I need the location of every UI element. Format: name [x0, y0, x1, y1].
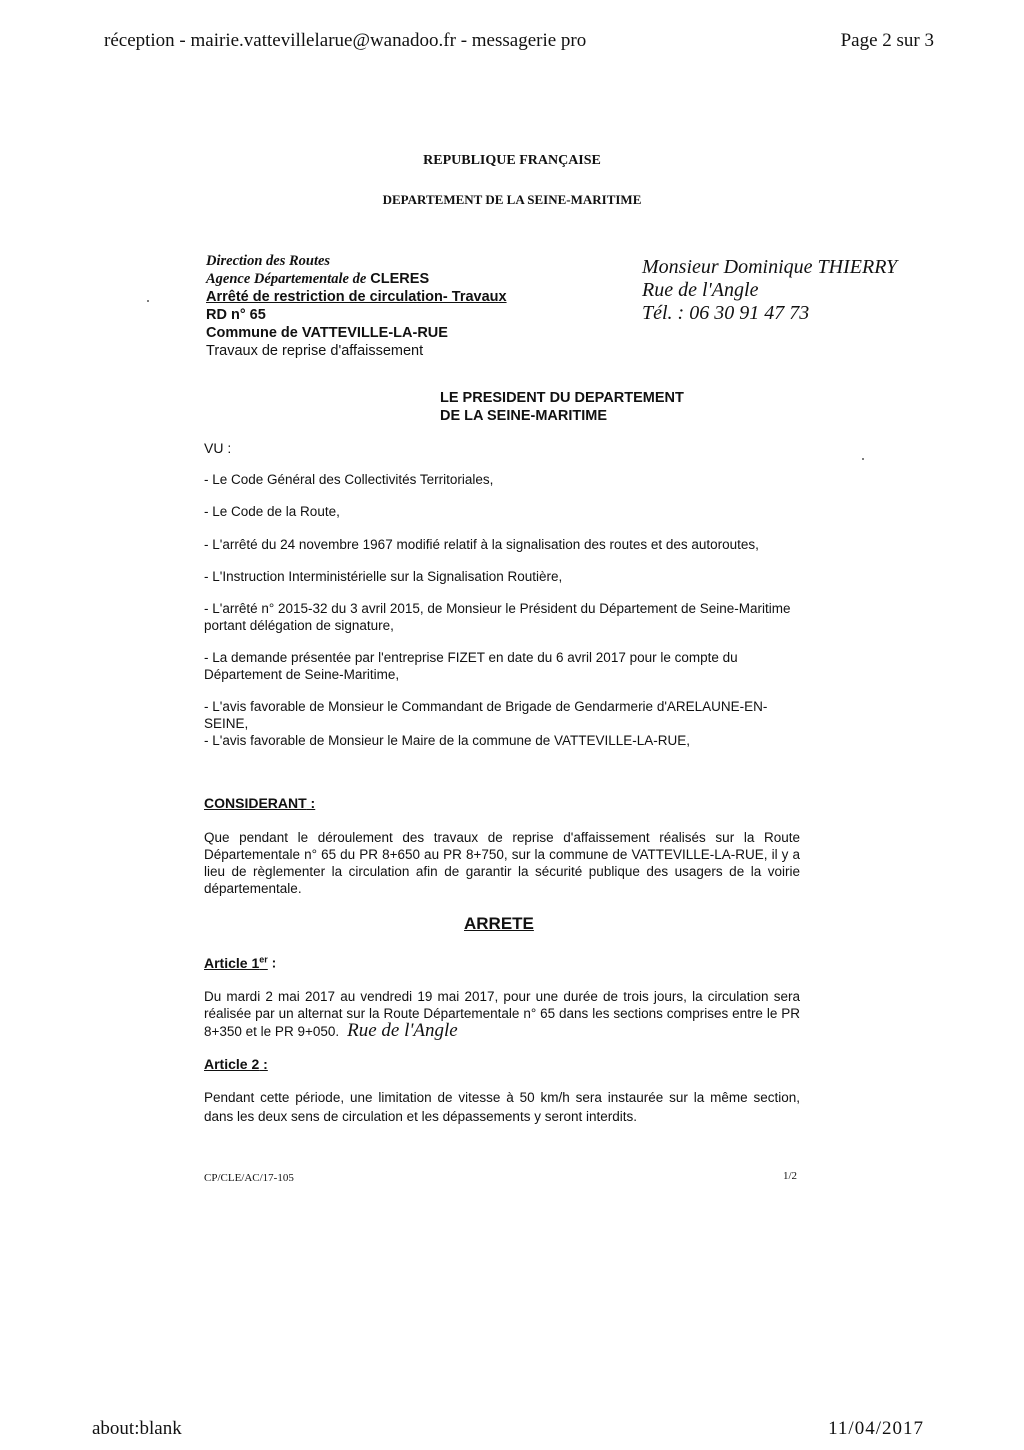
addressee-street: Rue de l'Angle: [642, 279, 759, 301]
scan-speck: [862, 458, 864, 460]
republic-heading: REPUBLIQUE FRANÇAISE: [423, 153, 601, 168]
agency-prefix: Agence Départementale de: [206, 271, 367, 287]
addressee-block: [642, 256, 897, 325]
direction-label: Direction des Routes: [206, 253, 331, 269]
addressee-phone: Tél. : 06 30 91 47 73: [642, 302, 810, 324]
addressee-name: Monsieur Dominique THIERRY: [642, 256, 898, 278]
works-description: Travaux de reprise d'affaissement: [206, 343, 424, 359]
agency-line: [206, 270, 546, 288]
article-2-colon: :: [259, 1056, 268, 1072]
considerant-colon: :: [306, 795, 316, 811]
article-1-body: Du mardi 2 mai 2017 au vendredi 19 mai 2017, pour une durée de trois jours, la circulation sera réalisée par un alternat sur la Route Départementale n° 65 dans les sections comprises entre le PR 8+350 et le PR 9+050.: [204, 989, 800, 1039]
list-item: - L'avis favorable de Monsieur le Commandant de Brigade de Gendarmerie d'ARELAUNE-EN-SEINE,: [204, 699, 768, 731]
president-heading: [440, 389, 684, 425]
document-reference: CP/CLE/AC/17-105: [204, 1172, 294, 1184]
list-item: - Le Code de la Route,: [204, 504, 340, 519]
handwritten-annotation: Rue de l'Angle: [347, 1020, 458, 1041]
vu-list: [204, 471, 804, 749]
article-1-colon: :: [267, 954, 277, 971]
scan-speck: [147, 300, 149, 302]
article-1-label: [204, 955, 268, 971]
agency-name: CLERES: [370, 271, 430, 287]
issuer-block: [206, 252, 546, 360]
article-1-superscript: er: [259, 954, 268, 964]
list-item: - L'avis favorable de Monsieur le Maire de la commune de VATTEVILLE-LA-RUE,: [204, 733, 691, 748]
vu-label: VU :: [204, 440, 232, 456]
arrete-heading: ARRETE: [464, 914, 534, 933]
president-line-1: LE PRESIDENT DU DEPARTEMENT: [440, 390, 684, 406]
department-heading: DEPARTEMENT DE LA SEINE-MARITIME: [382, 192, 642, 207]
list-item: - L'Instruction Interministérielle sur la Signalisation Routière,: [204, 569, 563, 584]
list-item: - L'arrêté du 24 novembre 1967 modifié relatif à la signalisation des routes et des autoroutes,: [204, 537, 759, 552]
arrete-title: Arrêté de restriction de circulation- Travaux: [206, 289, 507, 305]
article-1-label-text: Article 1: [204, 954, 260, 971]
commune-name: Commune de VATTEVILLE-LA-RUE: [206, 325, 448, 341]
list-item: - Le Code Général des Collectivités Territoriales,: [204, 472, 494, 487]
document-page-fraction: 1/2: [783, 1170, 798, 1182]
road-number: RD n° 65: [206, 307, 266, 323]
considerant-heading: [204, 795, 315, 811]
print-footer-url: about:blank: [92, 1418, 182, 1439]
list-item: - L'arrêté n° 2015-32 du 3 avril 2015, de Monsieur le Président du Département de Seine-Maritime portant délégation de signature,: [204, 601, 791, 633]
article-2-heading: [204, 1056, 268, 1072]
article-2-label: Article 2: [204, 1056, 260, 1072]
article-1-text: [204, 988, 800, 1040]
print-page-number: Page 2 sur 3: [840, 30, 934, 51]
print-footer-date: 11/04/2017: [828, 1418, 924, 1439]
article-2-text: Pendant cette période, une limitation de vitesse à 50 km/h sera instaurée sur la même section, dans les deux sens de circulation et les dépassements y seront interdits.: [204, 1090, 800, 1124]
considerant-text: Que pendant le déroulement des travaux de reprise d'affaissement réalisés sur la Route Départementale n° 65 du PR 8+650 au PR 8+750, sur la commune de VATTEVILLE-LA-RUE, il y a lieu de règlementer la circulation afin de garantir la sécurité publique des usagers de la voirie départementale.: [204, 830, 800, 896]
list-item: - La demande présentée par l'entreprise FIZET en date du 6 avril 2017 pour le compte du Département de Seine-Maritime,: [204, 650, 738, 682]
considerant-label: CONSIDERANT: [204, 795, 307, 811]
print-header-title: réception - mairie.vattevillelarue@wanadoo.fr - messagerie pro: [104, 30, 587, 51]
article-1-heading: [204, 954, 276, 971]
president-line-2: DE LA SEINE-MARITIME: [440, 408, 608, 424]
